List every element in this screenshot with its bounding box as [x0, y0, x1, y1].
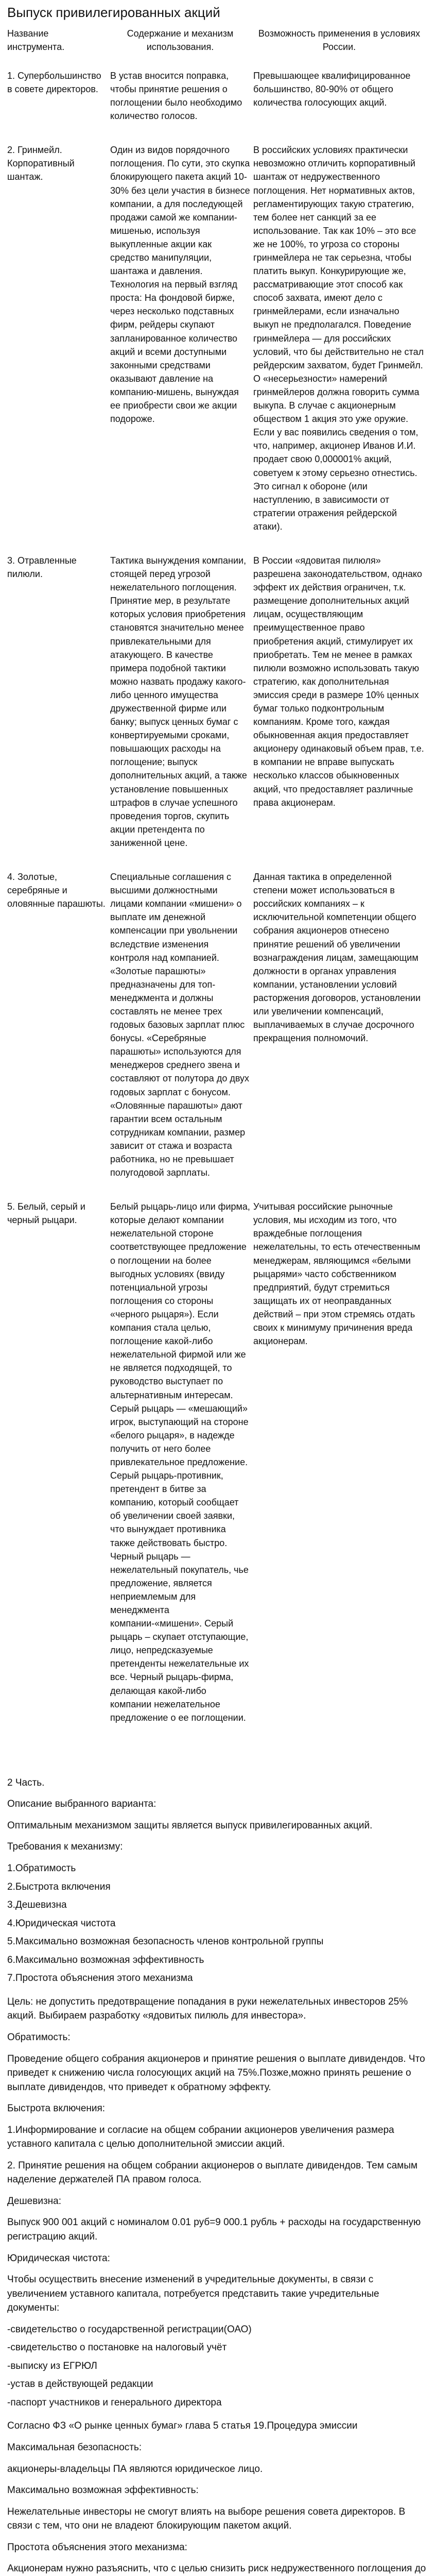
safety-text: акционеры-владельцы ПА являются юридическое лицо. [7, 2463, 263, 2475]
list-item: -свидетельство о постановке на налоговый учёт [7, 2342, 227, 2353]
reversibility-heading: Обратимость: [7, 2031, 71, 2043]
instrument-content: В устав вносится поправка, чтобы принятие решения о поглощении было необходимо количество голосов. [110, 70, 242, 122]
safety-heading: Максимальная безопасность: [7, 2442, 142, 2453]
instrument-content: Тактика вынуждения компании, стоящей перед угрозой нежелательного поглощения. Принятие мер, в результате которых условия приобретения становятся значительно менее привлекательными для атакующего. В качестве примера подобной тактики можно назвать продажу какого-либо ценного имущества дружественной фирме или банку; выпуск ценных бумаг с конвертируемыми сроками, повышающих расходы на поглощение; выпуск дополнительных акций, а также установление повышенных штрафов в случае успешного проведения торгов, скупить акции претендента по заниженной цене. [110, 555, 247, 848]
table-row [7, 1200, 428, 1745]
table-header-row [7, 27, 428, 69]
instrument-content: Белый рыцарь-лицо или фирма, которые делают компании нежелательной стороне соответствующее предложение о поглощении на более выгодных условиях (ввиду потенциальной угрозы поглощения со стороны «черного рыцаря»). Если компания стала целью, поглощение какой-либо нежелательной фирмой или же не является подходящей, то руководство выступает по альтернативным интересам. Серый рыцарь — «мешающий» игрок, выступающий на стороне «белого рыцаря», в надежде получить от него более привлекательное предложение. Серый рыцарь-противник, претендент в битве за компанию, который сообщает об увеличении своей заявки, что вынуждает противника также действовать быстро. Черный рыцарь — нежелательный покупатель, чье предложение, является неприемлемым для менеджмента компании-«мишени». Серый рыцарь – скупает отступающие, лицо, непредсказуемые претенденты нежелательные их все. Черный рыцарь-фирма, делающая какой-либо компании нежелательное предложение о ее поглощении. [110, 1201, 250, 1723]
instruments-table [7, 27, 428, 1745]
list-item: 1.Обратимость [7, 1863, 76, 1874]
spacer [7, 1745, 429, 1765]
table-row [7, 554, 428, 870]
table-row [7, 143, 428, 554]
list-item: 2.Быстрота включения [7, 1881, 111, 1892]
legal-law: Согласно ФЗ «О рынке ценных бумаг» глава 5 статья 19.Процедура эмиссии [7, 2420, 358, 2432]
efficiency-text: Нежелательные инвесторы не смогут влиять на выборе решения совета директоров. В связи с тем, что они не владеют блокирующим пакетом акций. [7, 2506, 406, 2532]
optimal-mechanism: Оптимальным механизмом защиты является выпуск привилегированных акций. [7, 1820, 373, 1831]
list-item: 6.Максимально возможная эффективность [7, 1954, 204, 1965]
requirements-heading: Требования к механизму: [7, 1841, 123, 1853]
instrument-name: 2. Гринмейл. Корпоративный шантаж. [7, 145, 75, 182]
legal-intro: Чтобы осуществить внесение изменений в учредительные документы, в связи с увеличением уставного капитала, потребуется представить такие учредительные документы: [7, 2274, 379, 2314]
instrument-name: 5. Белый, серый и черный рыцари. [7, 1201, 85, 1226]
header-instrument-name: Название инструмента. [7, 28, 65, 52]
list-item: 3.Дешевизна [7, 1900, 67, 1911]
speed-heading: Быстрота включения: [7, 2103, 106, 2114]
legal-heading: Юридическая чистота: [7, 2252, 110, 2264]
cheapness-heading: Дешевизна: [7, 2195, 62, 2207]
list-item: 4.Юридическая чистота [7, 1918, 116, 1929]
cheapness-text: Выпуск 900 001 акций с номиналом 0.01 руб=9 000.1 рубль + расходы на государственную регистрацию акций. [7, 2217, 421, 2242]
reversibility-text: Проведение общего собрания акционеров и принятие решения о выплате дивидендов. Что приведет к снижению числа голосующих акций на 75%.Позже,можно принять решение о выплате дивидендов, что приведет к обратному эффекту. [7, 2053, 425, 2093]
instrument-russia: В России «ядовитая пилюля» разрешена законодательством, однако эффект их действия ограничен, т.к. размещение дополнительных акций лицам, осуществляющим преимущественное право приобретения акций, стимулирует их приобретать. Тем не менее в рамках пилюли возможно использовать такую стратегию, как дополнительная эмиссия среди в размере 10% ценных бумаг только подконтрольным компаниям. Кроме того, каждая обыкновенная акция предоставляет акционеру одинаковый объем прав, т.е. в компании не вправе выпускать несколько классов обыкновенных акций, что предоставляет различные права акционерам. [253, 555, 424, 808]
document-title: Выпуск привилегированных акций [7, 5, 220, 20]
list-item: -паспорт участников и генерального директора [7, 2397, 222, 2408]
instrument-content: Один из видов порядочного поглощения. По сути, это скупка блокирующего пакета акций 10-30% без цели участия в бизнесе компании, а для последующей продажи самой же компании-мишенью, используя выкупленные акции как средство манипуляции, шантажа и давления. Технология на первый взгляд проста: На фондовой бирже, через несколько подставных фирм, рейдеры скупают запланированное количество акций и всеми доступными законными средствами оказывают давление на компанию-мишень, вынуждая ее приобрести свои же акции подороже. [110, 145, 250, 425]
legal-docs-list [7, 2323, 429, 2410]
efficiency-heading: Максимально возможная эффективность: [7, 2485, 199, 2496]
table-row [7, 69, 428, 143]
instrument-russia: Учитывая российские рыночные условия, мы исходим из того, что враждебные поглощения нежелательны, то есть отечественным менеджерам, являющимся «белыми рыцарями» часто собственником предприятий, будут стремиться защищать их от неоправданных действий – при этом стремясь отдать своих к минимуму причинения вреда акционерам. [253, 1201, 421, 1347]
instrument-russia: Данная тактика в определенной степени может использоваться в российских компаниях – к исключительной компетенции общего собрания акционеров отнесено принятие решений об увеличении вознаграждения лицам, замещающим должности в органах управления компании, установлении условий расторжения договоров, установлении или увеличении компенсаций, выплачиваемых в случае досрочного прекращения полномочий. [253, 872, 421, 1044]
list-item: 5.Максимально возможная безопасность членов контрольной группы [7, 1936, 324, 1947]
instrument-name: 1. Супербольшинство в совете директоров. [7, 70, 101, 94]
simplicity-heading: Простота объяснения этого механизма: [7, 2541, 187, 2553]
part2-intro: Описание выбранного варианта: [7, 1799, 156, 1810]
part2-heading: 2 Часть. [7, 1777, 45, 1788]
header-content: Содержание и механизм использования. [127, 28, 234, 52]
instrument-name: 3. Отравленные пилюли. [7, 555, 77, 580]
list-item: 7.Простота объяснения этого механизма [7, 1973, 193, 1984]
table-row [7, 870, 428, 1200]
simplicity-text: Акционерам нужно разъяснить, что с целью снизить риск недружественного поглощения до [7, 2563, 426, 2574]
list-item: -свидетельство о государственной регистрации(ОАО) [7, 2324, 252, 2335]
header-russia: Возможность применения в условиях России. [258, 28, 421, 52]
speed-item: 1.Информирование и согласие на общем собрании акционеров увеличения размера уставного капитала с целью дополнительной эмиссии акций. [7, 2124, 394, 2150]
instrument-content: Специальные соглашения с высшими должностными лицами компании «мишени» о выплате им денежной компенсации при увольнении вследствие изменения контроля над компанией. «Золотые парашюты» предназначены для топ-менеджмента и должны составлять не менее трех годовых базовых зарплат плюс бонусы. «Серебряные парашюты» используются для менеджеров среднего звена и составляют от полутора до двух годовых зарплат с бонусом. «Оловянные парашюты» дают гарантии всем остальным сотрудникам компании, размер зависит от стажа и возраста работника, но не превышает полугодовой зарплаты. [110, 872, 249, 1178]
speed-item: 2. Принятие решения на общем собрании акционеров о выплате дивидендов. Тем самым наделение держателей ПА правом голоса. [7, 2160, 418, 2185]
instrument-russia: Превышающее квалифицированное большинство, 80-90% от общего количества голосующих акций. [253, 70, 411, 108]
list-item: -выписку из ЕГРЮЛ [7, 2360, 97, 2371]
list-item: -устав в действующей редакции [7, 2379, 153, 2390]
instrument-name: 4. Золотые, серебряные и оловянные парашюты. [7, 872, 106, 909]
part2-section [7, 1776, 429, 2576]
requirements-list [7, 1861, 429, 1986]
goal-text: Цель: не допустить предотвращение попадания в руки нежелательных инвесторов 25% акций. Выбираем разработку «ядовитых пилюль для инвестора». [7, 1996, 408, 2022]
instrument-russia: В российских условиях практически невозможно отличить корпоративный шантаж от недружественного поглощения. Нет нормативных актов, регламентирующих такую стратегию, тем более нет санкций за ее использование. Так как 10% – это все же не 100%, то угроза со стороны гринмейлера не так серьезна, чтобы платить выкуп. Конкурирующие же, рассматривающие этот способ как способ захвата, имеют дело с гринмейлерами, если изначально выкуп не предполагался. Поведение гринмейлера — для российских условий, что бы действительно не стал рейдерским захватом, будет Гринмейл. О «несерьезности» намерений гринмейлеров должна говорить сумма выкупа. В случае с акционерным обществом 1 акция это уже оружие. Если у вас появились сведения о том, что, например, акционер Иванов И.И. продает свою 0,000001% акций, советуем к этому серьезно отнестись. Это сигнал к обороне (или наступлению, в зависимости от стратегии отражения рейдерской атаки). [253, 145, 424, 532]
